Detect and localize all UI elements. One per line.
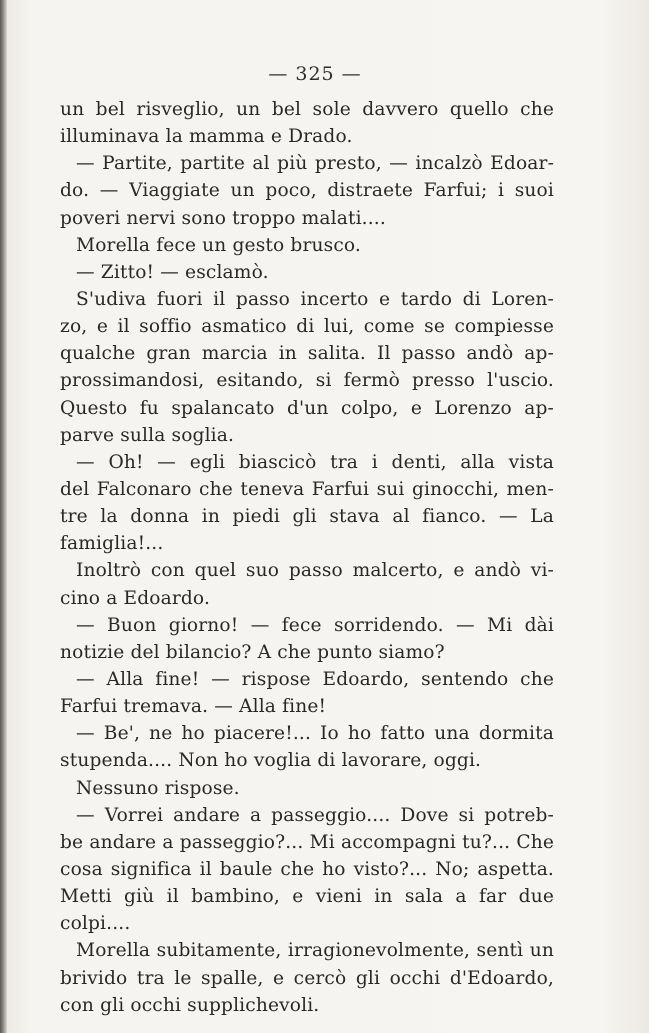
- text-line: cino a Edoardo.: [60, 587, 211, 609]
- text-line: con gli occhi supplichevoli.: [60, 994, 320, 1016]
- text-line: — Oh! — egli biascicò tra i denti, alla vista: [76, 451, 554, 473]
- text-line: Nessuno rispose.: [76, 777, 240, 799]
- text-line: illuminava la mamma e Drado.: [60, 126, 353, 148]
- text-line: — Partite, partite al più presto, — incalzò Edoar-: [76, 153, 554, 175]
- text-line: tre la donna in piedi gli stava al fianco. — La: [60, 506, 554, 528]
- page-binding-edge: [0, 0, 7, 1033]
- text-line: Farfui tremava. — Alla fine!: [60, 696, 327, 718]
- text-line: brivido tra le spalle, e cercò gli occhi d'Edoardo,: [60, 967, 554, 989]
- text-line: Morella subitamente, irragionevolmente, sentì un: [76, 940, 554, 962]
- text-line: qualche gran marcia in salita. Il passo andò ap-: [60, 343, 554, 365]
- text-line: — Vorrei andare a passeggio.... Dove si potreb-: [76, 804, 554, 826]
- text-line: prossimandosi, esitando, si fermò presso l'uscio.: [60, 370, 554, 392]
- text-line: — Alla fine! — rispose Edoardo, sentendo che: [76, 668, 554, 690]
- text-line: — Buon giorno! — fece sorridendo. — Mi dài: [76, 614, 554, 636]
- text-line: zo, e il soffio asmatico di lui, come se compiesse: [60, 316, 554, 338]
- text-line: Questo fu spalancato d'un colpo, e Lorenzo ap-: [60, 397, 554, 419]
- text-line: cosa significa il baule che ho visto?... No; aspetta.: [60, 858, 554, 880]
- text-line: poveri nervi sono troppo malati....: [60, 207, 386, 229]
- text-line: S'udiva fuori il passo incerto e tardo di Loren-: [76, 288, 554, 310]
- text-line: parve sulla soglia.: [60, 424, 235, 446]
- text-line: do. — Viaggiate un poco, distraete Farfui; i suoi: [60, 180, 554, 202]
- text-line: un bel risveglio, un bel sole davvero quello che: [60, 99, 554, 120]
- text-line: stupenda.... Non ho voglia di lavorare, oggi.: [60, 750, 482, 772]
- text-line: notizie del bilancio? A che punto siamo?: [60, 641, 445, 663]
- text-line: — Be', ne ho piacere!... Io ho fatto una dormita: [76, 723, 554, 745]
- text-line: Metti giù il bambino, e vieni in sala a far due: [60, 886, 554, 908]
- text-line: — Zitto! — esclamò.: [76, 261, 269, 283]
- text-line: Morella fece un gesto brusco.: [76, 234, 361, 256]
- text-line: famiglia!...: [60, 533, 164, 555]
- page-number: — 325 —: [268, 63, 362, 85]
- text-line: Inoltrò con quel suo passo malcerto, e andò vi-: [76, 560, 554, 582]
- text-line: del Falconaro che teneva Farfui sui ginocchi, men-: [60, 478, 554, 500]
- text-line: colpi....: [60, 913, 131, 935]
- body-text: [60, 96, 554, 1019]
- text-line: be andare a passeggio?... Mi accompagni tu?... Che: [60, 831, 554, 853]
